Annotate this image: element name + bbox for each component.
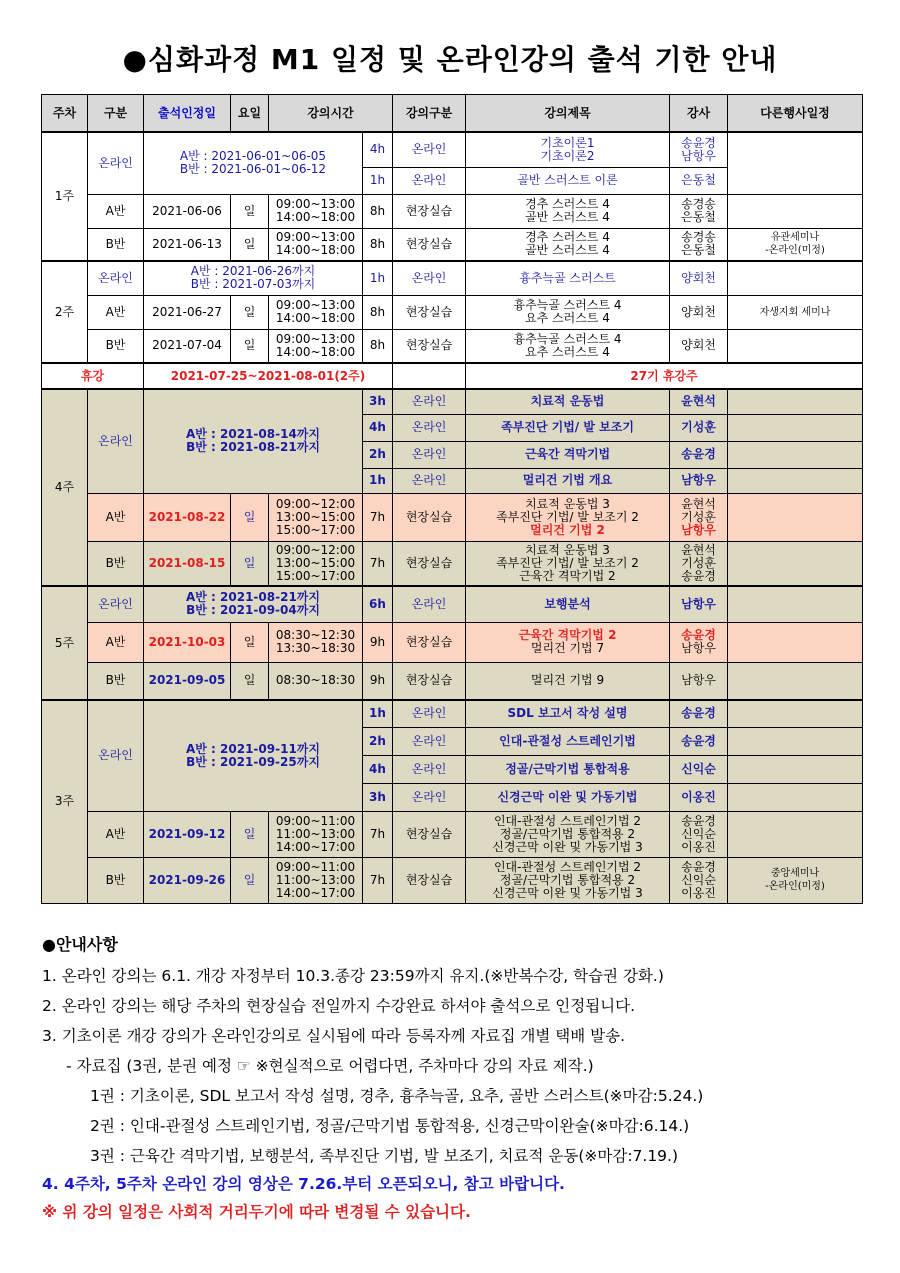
event-cell: 자생지회 세미나 [728,295,863,329]
header-attendance-date: 출석인정일 [144,95,231,133]
type-cell: 현장실습 [393,857,466,903]
type-cell: 현장실습 [393,295,466,329]
hours-cell: 8h [363,295,393,329]
type-cell: 현장실습 [393,329,466,363]
note-3-sub: - 자료집 (3권, 분권 예정 ☞ ※현실적으로 어렵다면, 주차마다 강의 자료 제작.) [66,1057,594,1075]
instructor-text-highlight: 남항우 [681,522,716,537]
hours-cell: 4h [363,755,393,783]
instructor-cell: 남항우 [670,586,728,622]
header-day: 요일 [231,95,269,133]
hours-cell: 8h [363,329,393,363]
category-cell: B반 [88,228,144,261]
instructor-cell [670,493,728,541]
instructor-cell: 송경송 은동철 [670,194,728,228]
date-cell: 2021-06-13 [144,228,231,261]
day-cell: 일 [231,811,269,857]
empty-cell [393,363,466,389]
title-cell: SDL 보고서 작성 설명 [466,700,670,727]
table-row [42,586,863,622]
header-lecture-type: 강의구분 [393,95,466,133]
event-cell [728,755,863,783]
hours-cell: 3h [363,389,393,414]
day-cell: 일 [231,329,269,363]
header-instructor: 강사 [670,95,728,133]
date-cell: 2021-10-03 [144,622,231,662]
table-row [42,329,863,363]
title-cell: 골반 스러스트 이론 [466,167,670,194]
category-cell: A반 [88,194,144,228]
event-cell [728,329,863,363]
event-cell [728,586,863,622]
attendance-date-cell: A반 : 2021-06-01~06-05 B반 : 2021-06-01~06-12 [144,132,363,194]
header-category: 구분 [88,95,144,133]
title-cell: 족부진단 기법/ 발 보조기 [466,414,670,441]
event-cell [728,783,863,811]
table-row [42,194,863,228]
title-cell [466,622,670,662]
instructor-cell: 양회천 [670,295,728,329]
day-cell: 일 [231,622,269,662]
instructor-cell: 윤현석 [670,389,728,414]
instructor-text: 윤현석 기성훈 [681,496,716,524]
note-4: 4. 4주차, 5주차 온라인 강의 영상은 7.26.부터 오픈되오니, 참고 바랍니다. [42,1175,565,1193]
title-cell: 신경근막 이완 및 가동기법 [466,783,670,811]
title-text: 멀리건 기법 7 [530,641,605,655]
category-cell: B반 [88,662,144,700]
event-cell [728,261,863,295]
category-cell: 온라인 [88,700,144,811]
volume-2: 2권 : 인대-관절성 스트레인기법, 정골/근막기법 통합적용, 신경근막이완술(※마감:6.14.) [90,1117,690,1135]
type-cell: 온라인 [393,468,466,493]
type-cell: 온라인 [393,389,466,414]
title-cell: 인대-관절성 스트레인기법 [466,727,670,755]
category-cell: A반 [88,295,144,329]
hours-cell: 7h [363,541,393,586]
time-cell: 08:30~12:30 13:30~18:30 [269,622,363,662]
instructor-text-highlight: 송윤경 [681,628,716,642]
event-cell: 중앙세미나 -온라인(미정) [728,857,863,903]
type-cell: 온라인 [393,441,466,468]
event-cell [728,700,863,727]
instructor-cell: 송윤경 [670,441,728,468]
week-cell: 1주 [42,132,88,261]
event-cell [728,662,863,700]
category-cell: B반 [88,329,144,363]
type-cell: 현장실습 [393,194,466,228]
day-cell: 일 [231,295,269,329]
instructor-cell: 송윤경 남항우 [670,132,728,167]
instructor-cell [670,622,728,662]
type-cell: 현장실습 [393,811,466,857]
event-cell [728,493,863,541]
type-cell: 온라인 [393,783,466,811]
table-row [42,700,863,727]
event-cell [728,468,863,493]
instructor-cell: 양회천 [670,261,728,295]
table-row [42,493,863,541]
title-cell: 멀리건 기법 개요 [466,468,670,493]
vacation-label: 휴강 [42,363,144,389]
week-cell: 5주 [42,586,88,700]
time-cell: 09:00~13:00 14:00~18:00 [269,295,363,329]
event-cell [728,441,863,468]
header-other-events: 다른행사일정 [728,95,863,133]
time-cell: 08:30~18:30 [269,662,363,700]
hours-cell: 7h [363,857,393,903]
date-cell: 2021-09-05 [144,662,231,700]
hours-cell: 4h [363,414,393,441]
title-cell: 흉추늑골 스러스트 4 요추 스러스트 4 [466,295,670,329]
hours-cell: 1h [363,261,393,295]
schedule-warning: ※ 위 강의 일정은 사회적 거리두기에 따라 변경될 수 있습니다. [42,1203,471,1221]
hours-cell: 1h [363,468,393,493]
header-week: 주차 [42,95,88,133]
table-row [42,622,863,662]
time-cell: 09:00~11:00 11:00~13:00 14:00~17:00 [269,811,363,857]
type-cell: 온라인 [393,261,466,295]
instructor-cell: 이옹진 [670,783,728,811]
date-cell: 2021-07-04 [144,329,231,363]
volume-3: 3권 : 근육간 격막기법, 보행분석, 족부진단 기법, 발 보조기, 치료적 운동(※마감:7.19.) [90,1147,679,1165]
note-1: 1. 온라인 강의는 6.1. 개강 자정부터 10.3.종강 23:59까지 유지.(※반복수강, 학습권 강화.) [42,967,664,985]
week-cell: 2주 [42,261,88,363]
event-cell [728,622,863,662]
note-3: 3. 기초이론 개강 강의가 온라인강의로 실시됨에 따라 등록자께 자료집 개별 택배 발송. [42,1027,625,1045]
type-cell: 온라인 [393,414,466,441]
type-cell: 온라인 [393,586,466,622]
title-cell: 치료적 운동법 [466,389,670,414]
category-cell: B반 [88,857,144,903]
type-cell: 현장실습 [393,622,466,662]
instructor-cell: 기성훈 [670,414,728,441]
hours-cell: 9h [363,662,393,700]
hours-cell: 7h [363,811,393,857]
table-row [42,295,863,329]
title-text-highlight: 근육간 격막기법 2 [518,628,617,642]
event-cell [728,389,863,414]
day-cell: 일 [231,228,269,261]
type-cell: 온라인 [393,132,466,167]
vacation-date: 2021-07-25~2021-08-01(2주) [144,363,393,389]
title-text: 치료적 운동법 3 족부진단 기법/ 발 보조기 2 [496,496,639,524]
volume-1: 1권 : 기초이론, SDL 보고서 작성 설명, 경추, 흉추늑골, 요추, 골반 스러스트(※마감:5.24.) [90,1087,704,1105]
vacation-note: 27기 휴강주 [466,363,863,389]
type-cell: 현장실습 [393,228,466,261]
type-cell: 현장실습 [393,493,466,541]
type-cell: 온라인 [393,727,466,755]
date-cell: 2021-08-15 [144,541,231,586]
instructor-cell: 윤현석 기성훈 송윤경 [670,541,728,586]
title-cell: 흉추늑골 스러스트 [466,261,670,295]
notes-heading: ●안내사항 [42,935,118,954]
table-row [42,662,863,700]
schedule-table [41,94,863,904]
event-cell [728,132,863,194]
day-cell: 일 [231,857,269,903]
date-cell: 2021-06-27 [144,295,231,329]
day-cell: 일 [231,541,269,586]
attendance-date-cell: A반 : 2021-08-21까지 B반 : 2021-09-04까지 [144,586,363,622]
instructor-cell: 남항우 [670,468,728,493]
hours-cell: 8h [363,194,393,228]
date-cell: 2021-08-22 [144,493,231,541]
time-cell: 09:00~13:00 14:00~18:00 [269,329,363,363]
title-cell: 경추 스러스트 4 골반 스러스트 4 [466,194,670,228]
attendance-date-cell: A반 : 2021-06-26까지 B반 : 2021-07-03까지 [144,261,363,295]
event-cell [728,414,863,441]
table-row [42,811,863,857]
instructor-cell: 송경송 은동철 [670,228,728,261]
header-lecture-time: 강의시간 [269,95,393,133]
category-cell: 온라인 [88,389,144,493]
table-header-row [42,95,863,133]
table-row [42,132,863,167]
title-cell: 근육간 격막기법 [466,441,670,468]
table-row [42,228,863,261]
instructor-cell: 양회천 [670,329,728,363]
instructor-cell: 송윤경 신익순 이옹진 [670,811,728,857]
table-row [42,541,863,586]
hours-cell: 1h [363,700,393,727]
hours-cell: 3h [363,783,393,811]
vacation-row [42,363,863,389]
table-row [42,261,863,295]
instructor-text: 남항우 [681,641,716,655]
time-cell: 09:00~13:00 14:00~18:00 [269,194,363,228]
type-cell: 온라인 [393,755,466,783]
event-cell [728,727,863,755]
category-cell: 온라인 [88,132,144,194]
hours-cell: 7h [363,493,393,541]
attendance-date-cell: A반 : 2021-09-11까지 B반 : 2021-09-25까지 [144,700,363,811]
title-text-highlight: 멀리건 기법 2 [530,522,605,537]
title-cell [466,493,670,541]
page-title: ●심화과정 M1 일정 및 온라인강의 출석 기한 안내 [122,43,778,76]
title-cell: 인대-관절성 스트레인기법 2 정골/근막기법 통합적용 2 신경근막 이완 및 가동기법 3 [466,811,670,857]
type-cell: 온라인 [393,167,466,194]
hours-cell: 2h [363,727,393,755]
category-cell: A반 [88,622,144,662]
category-cell: B반 [88,541,144,586]
date-cell: 2021-06-06 [144,194,231,228]
instructor-cell: 남항우 [670,662,728,700]
instructor-cell: 은동철 [670,167,728,194]
day-cell: 일 [231,662,269,700]
time-cell: 09:00~12:00 13:00~15:00 15:00~17:00 [269,541,363,586]
note-2: 2. 온라인 강의는 해당 주차의 현장실습 전일까지 수강완료 하셔야 출석으로 인정됩니다. [42,997,636,1015]
title-cell: 정골/근막기법 통합적용 [466,755,670,783]
event-cell [728,541,863,586]
category-cell: A반 [88,493,144,541]
instructor-cell: 신익순 [670,755,728,783]
day-cell: 일 [231,493,269,541]
time-cell: 09:00~12:00 13:00~15:00 15:00~17:00 [269,493,363,541]
type-cell: 현장실습 [393,662,466,700]
type-cell: 현장실습 [393,541,466,586]
event-cell [728,194,863,228]
category-cell: A반 [88,811,144,857]
date-cell: 2021-09-12 [144,811,231,857]
hours-cell: 8h [363,228,393,261]
date-cell: 2021-09-26 [144,857,231,903]
attendance-date-cell: A반 : 2021-08-14까지 B반 : 2021-08-21까지 [144,389,363,493]
title-cell: 경추 스러스트 4 골반 스러스트 4 [466,228,670,261]
table-row [42,857,863,903]
instructor-cell: 송윤경 [670,727,728,755]
header-lecture-title: 강의제목 [466,95,670,133]
instructor-cell: 송윤경 신익순 이옹진 [670,857,728,903]
category-cell: 온라인 [88,261,144,295]
type-cell: 온라인 [393,700,466,727]
title-cell: 흉추늑골 스러스트 4 요추 스러스트 4 [466,329,670,363]
week-cell: 4주 [42,389,88,586]
hours-cell: 1h [363,167,393,194]
time-cell: 09:00~13:00 14:00~18:00 [269,228,363,261]
title-cell: 보행분석 [466,586,670,622]
hours-cell: 6h [363,586,393,622]
time-cell: 09:00~11:00 11:00~13:00 14:00~17:00 [269,857,363,903]
instructor-cell: 송윤경 [670,700,728,727]
title-cell: 치료적 운동법 3 족부진단 기법/ 발 보조기 2 근육간 격막기법 2 [466,541,670,586]
hours-cell: 9h [363,622,393,662]
hours-cell: 2h [363,441,393,468]
title-cell: 인대-관절성 스트레인기법 2 정골/근막기법 통합적용 2 신경근막 이완 및 가동기법 3 [466,857,670,903]
table-row [42,389,863,414]
event-cell: 유관세미나 -온라인(미정) [728,228,863,261]
day-cell: 일 [231,194,269,228]
category-cell: 온라인 [88,586,144,622]
title-cell: 멀리건 기법 9 [466,662,670,700]
event-cell [728,811,863,857]
hours-cell: 4h [363,132,393,167]
title-cell: 기초이론1 기초이론2 [466,132,670,167]
week-cell: 3주 [42,700,88,903]
